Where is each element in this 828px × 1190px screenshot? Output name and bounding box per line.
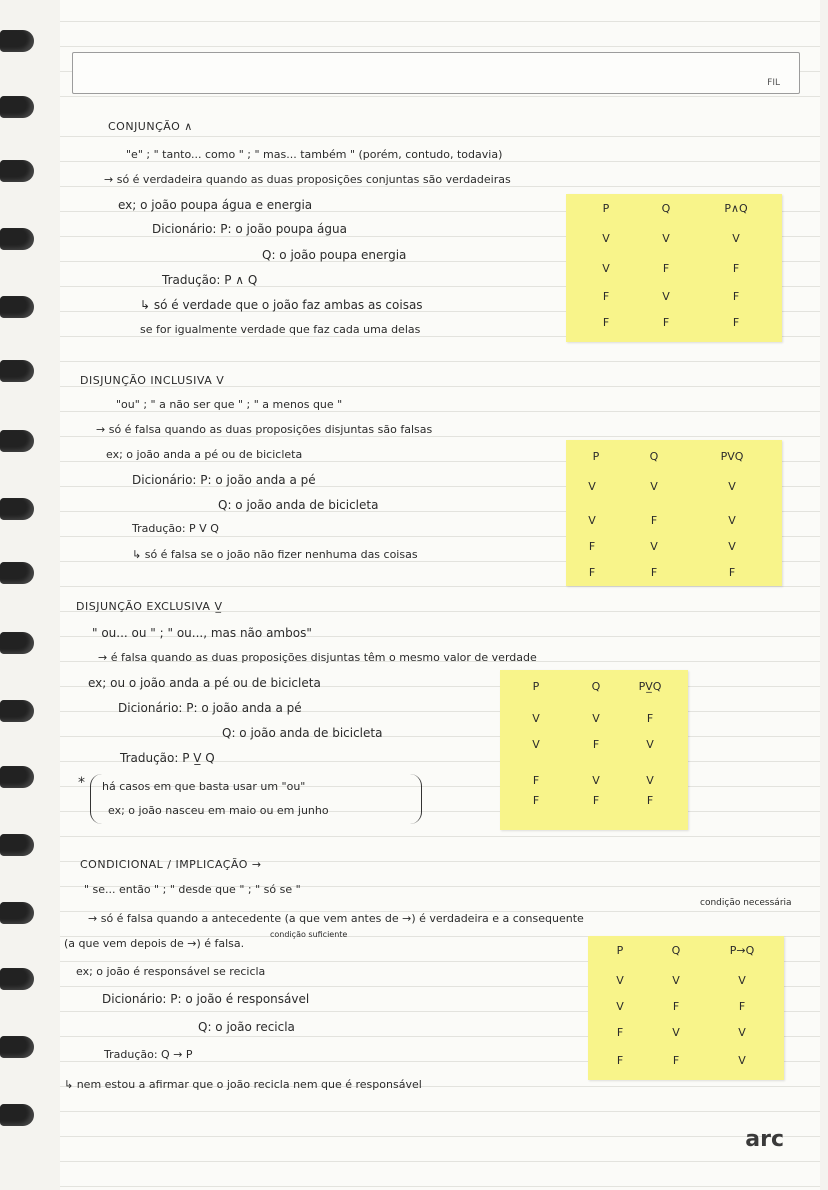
- cell: V: [588, 514, 596, 527]
- binder-ring: [0, 430, 34, 452]
- cell: V: [738, 974, 746, 987]
- cell: V: [616, 974, 624, 987]
- binder-ring: [0, 700, 34, 722]
- cell: V: [588, 480, 596, 493]
- conjunction-synonyms: "e" ; " tanto... como " ; " mas... também " (porém, contudo, todavia): [126, 148, 503, 161]
- cell: F: [738, 1000, 746, 1013]
- binder-ring: [0, 562, 34, 584]
- conditional-note-right: condição necessária: [700, 898, 792, 908]
- binder-ring: [0, 766, 34, 788]
- cell: F: [646, 794, 654, 807]
- inclusive-disjunction-dict-p: Dicionário: P: o joão anda a pé: [132, 473, 316, 487]
- exclusive-disjunction-aside-2: ex; o joão nasceu em maio ou em junho: [108, 804, 329, 817]
- header-q: Q: [591, 680, 601, 693]
- header-p: P: [602, 202, 610, 215]
- binder-ring: [0, 296, 34, 318]
- inclusive-disjunction-synonyms: "ou" ; " a não ser que " ; " a menos que ": [116, 398, 343, 411]
- exclusive-disjunction-example: ex; ou o joão anda a pé ou de bicicleta: [88, 676, 321, 690]
- cell: F: [616, 1054, 624, 1067]
- conjunction-dict-p: Dicionário: P: o joão poupa água: [152, 222, 347, 236]
- cell: V: [738, 1026, 746, 1039]
- cell: F: [662, 316, 670, 329]
- cell: F: [588, 566, 596, 579]
- conjunction-example: ex; o joão poupa água e energia: [118, 198, 313, 212]
- cell: F: [602, 290, 610, 303]
- cell: V: [672, 974, 680, 987]
- inclusive-disjunction-rule: → só é falsa quando as duas proposições disjuntas são falsas: [96, 423, 433, 436]
- cell: F: [672, 1000, 680, 1013]
- conditional-example: ex; o joão é responsável se recicla: [76, 965, 266, 978]
- exclusive-disjunction-synonyms: " ou... ou " ; " ou..., mas não ambos": [92, 626, 312, 640]
- binder-ring: [0, 968, 34, 990]
- inclusive-disjunction-translation: Tradução: P V Q: [132, 522, 219, 535]
- exclusive-disjunction-rule: → é falsa quando as duas proposições disjuntas têm o mesmo valor de verdade: [98, 651, 537, 664]
- cell: F: [728, 566, 736, 579]
- binder-ring: [0, 360, 34, 382]
- cell: F: [592, 794, 600, 807]
- truth-table-exclusive-disjunction: [500, 670, 688, 830]
- binder-ring: [0, 1104, 34, 1126]
- cell: V: [646, 774, 654, 787]
- header-result: P∧Q: [724, 202, 748, 215]
- cell: V: [592, 774, 600, 787]
- cell: V: [728, 540, 736, 553]
- arc-logo: arc: [745, 1127, 784, 1152]
- cell: V: [602, 262, 610, 275]
- cell: V: [662, 290, 670, 303]
- binder-ring: [0, 96, 34, 118]
- conditional-rule-2: (a que vem depois de →) é falsa.: [64, 937, 245, 950]
- cell: F: [588, 540, 596, 553]
- cell: F: [662, 262, 670, 275]
- binder-ring: [0, 228, 34, 250]
- cell: V: [728, 480, 736, 493]
- section-title-inclusive-disjunction: DISJUNÇÃO INCLUSIVA V: [80, 374, 225, 387]
- exclusive-disjunction-translation: Tradução: P V̲ Q: [120, 751, 215, 765]
- cell: F: [532, 774, 540, 787]
- cell: V: [650, 480, 658, 493]
- cell: V: [672, 1026, 680, 1039]
- conditional-dict-p: Dicionário: P: o joão é responsável: [102, 992, 310, 1006]
- cell: V: [662, 232, 670, 245]
- conditional-dict-q: Q: o joão recicla: [198, 1020, 295, 1034]
- section-title-exclusive-disjunction: DISJUNÇÃO EXCLUSIVA V̲: [76, 600, 223, 613]
- binder-ring: [0, 1036, 34, 1058]
- header-label: FIL: [767, 78, 780, 88]
- cell: F: [602, 316, 610, 329]
- cell: V: [532, 738, 540, 751]
- cell: V: [738, 1054, 746, 1067]
- cell: V: [592, 712, 600, 725]
- cell: V: [602, 232, 610, 245]
- truth-table-conditional: [588, 936, 784, 1080]
- inclusive-disjunction-example: ex; o joão anda a pé ou de bicicleta: [106, 448, 303, 461]
- truth-table-inclusive-disjunction: [566, 440, 782, 586]
- header-result: PVQ: [720, 450, 744, 463]
- conditional-synonyms: " se... então " ; " desde que " ; " só se ": [84, 883, 301, 896]
- cell: F: [592, 738, 600, 751]
- cell: F: [650, 566, 658, 579]
- conjunction-note-2: se for igualmente verdade que faz cada uma delas: [140, 323, 421, 336]
- conditional-rule: → só é falsa quando a antecedente (a que vem antes de →) é verdadeira e a consequente: [88, 912, 584, 925]
- cell: F: [616, 1026, 624, 1039]
- cell: F: [650, 514, 658, 527]
- cell: F: [732, 290, 740, 303]
- cell: V: [650, 540, 658, 553]
- binder-ring: [0, 632, 34, 654]
- binder-ring: [0, 834, 34, 856]
- cell: V: [646, 738, 654, 751]
- truth-table-conjunction: [566, 194, 782, 342]
- cell: V: [532, 712, 540, 725]
- exclusive-disjunction-star: *: [78, 775, 85, 791]
- conjunction-dict-q: Q: o joão poupa energia: [262, 248, 407, 262]
- header-result: PV̲Q: [638, 680, 662, 693]
- exclusive-disjunction-aside-1: há casos em que basta usar um "ou": [102, 780, 306, 793]
- conditional-rule-small: condição suficiente: [270, 930, 348, 939]
- header-q: Q: [649, 450, 659, 463]
- section-title-conjunction: CONJUNÇÃO ∧: [108, 120, 193, 133]
- binder-ring: [0, 160, 34, 182]
- cell: F: [532, 794, 540, 807]
- header-box: [72, 52, 800, 94]
- header-result: P→Q: [729, 944, 755, 957]
- conjunction-note-1: ↳ só é verdade que o joão faz ambas as coisas: [140, 298, 423, 312]
- cell: V: [728, 514, 736, 527]
- header-p: P: [532, 680, 540, 693]
- cell: F: [732, 262, 740, 275]
- cell: F: [732, 316, 740, 329]
- conjunction-translation: Tradução: P ∧ Q: [162, 273, 258, 287]
- cell: V: [616, 1000, 624, 1013]
- cell: F: [672, 1054, 680, 1067]
- binder-ring: [0, 30, 34, 52]
- header-p: P: [592, 450, 600, 463]
- section-title-conditional: CONDICIONAL / IMPLICAÇÃO →: [80, 858, 262, 871]
- conditional-translation: Tradução: Q → P: [104, 1048, 193, 1061]
- cell: V: [732, 232, 740, 245]
- exclusive-disjunction-dict-q: Q: o joão anda de bicicleta: [222, 726, 383, 740]
- header-p: P: [616, 944, 624, 957]
- conjunction-rule: → só é verdadeira quando as duas proposições conjuntas são verdadeiras: [104, 173, 511, 186]
- conditional-note: ↳ nem estou a afirmar que o joão recicla nem que é responsável: [64, 1078, 422, 1091]
- header-q: Q: [671, 944, 681, 957]
- binder-ring: [0, 498, 34, 520]
- cell: F: [646, 712, 654, 725]
- inclusive-disjunction-note: ↳ só é falsa se o joão não fizer nenhuma das coisas: [132, 548, 418, 561]
- binder-ring: [0, 902, 34, 924]
- exclusive-disjunction-dict-p: Dicionário: P: o joão anda a pé: [118, 701, 302, 715]
- inclusive-disjunction-dict-q: Q: o joão anda de bicicleta: [218, 498, 379, 512]
- header-q: Q: [661, 202, 671, 215]
